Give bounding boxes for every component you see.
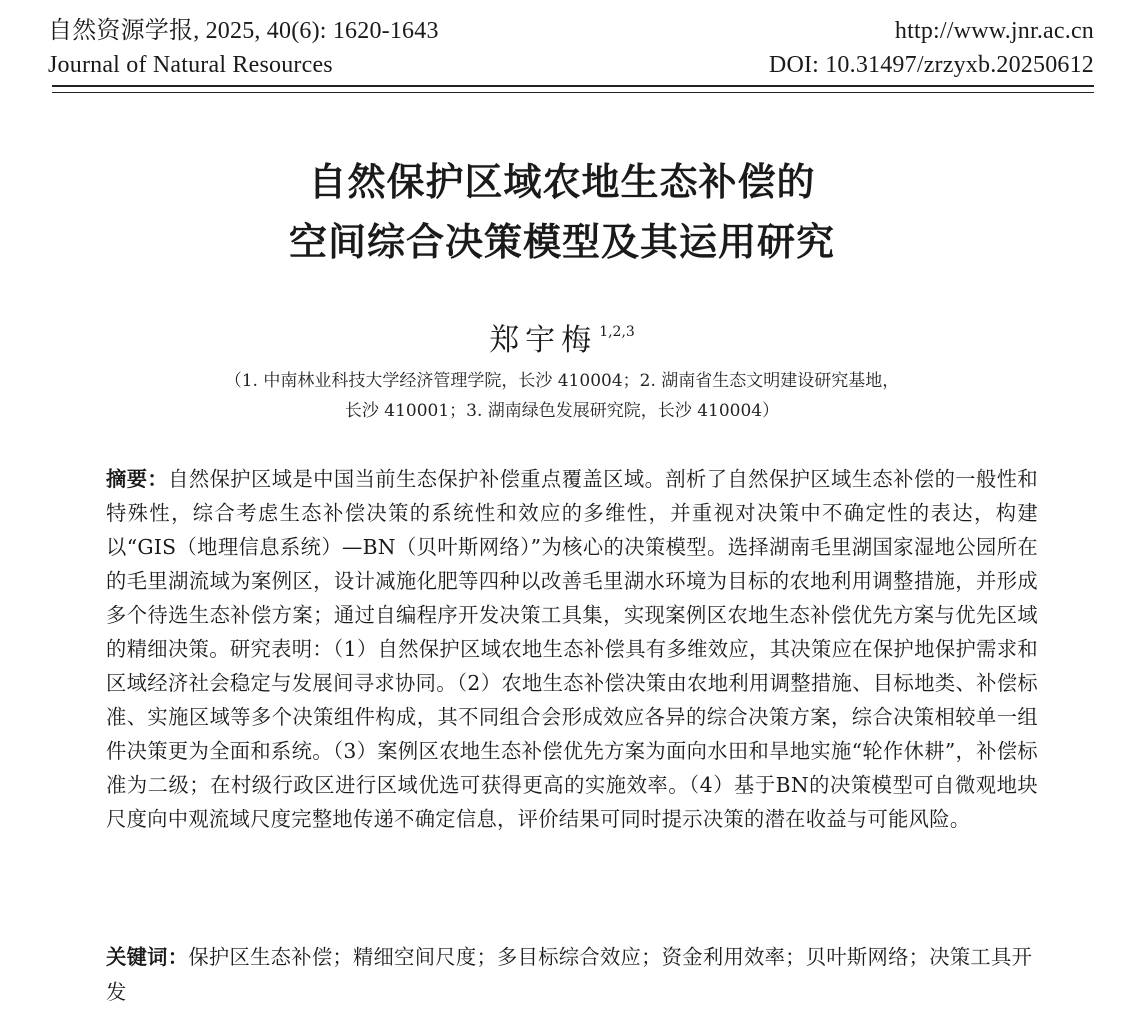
title-line-1: 自然保护区域农地生态补偿的 (308, 160, 816, 204)
keywords-text: 保护区生态补偿；精细空间尺度；多目标综合效应；资金利用效率；贝叶斯网络；决策工具开发 (106, 945, 1033, 1004)
abstract-text: 自然保护区域是中国当前生态保护补偿重点覆盖区域。剖析了自然保护区域生态补偿的一般性和特殊性，综合考虑生态补偿决策的系统性和效应的多维性，并重视对决策中不确定性的表达，构建以“GIS（地理信息系统）—BN（贝叶斯网络）”为核心的决策模型。选择湖南毛里湖国家湿地公园所在的毛里湖流域为案例区，设计减施化肥等四种以改善毛里湖水环境为目标的农地利用调整措施，并形成多个待选生态补偿方案；通过自编程序开发决策工具集，实现案例区农地生态补偿优先方案与优先区域的精细决策。研究表明：（1）自然保护区域农地生态补偿具有多维效应，其决策应在保护地保护需求和区域经济社会稳定与发展间寻求协同。（2）农地生态补偿决策由农地利用调整措施、目标地类、补偿标准、实施区域等多个决策组件构成，其不同组合会形成效应各异的综合决策方案，综合决策相较单一组件决策更为全面和系统。（3）案例区农地生态补偿优先方案为面向水田和旱地实施“轮作休耕”，补偿标准为二级；在村级行政区进行区域优选可获得更高的实施效率。（4）基于BN的决策模型可自微观地块尺度向中观流域尺度完整地传递不确定信息，评价结果可同时提示决策的潜在收益与可能风险。 (106, 467, 1039, 831)
doi[interactable]: DOI: 10.31497/zrzyxb.20250612 (768, 52, 1094, 78)
author-affiliation-marks: 1,2,3 (599, 324, 635, 340)
keywords (106, 940, 1038, 1010)
header-rule-thick (52, 85, 1094, 87)
running-header (48, 14, 1094, 82)
keywords-label: 关键词： (106, 945, 189, 969)
journal-citation: 自然资源学报, 2025, 40(6): 1620-1643 (48, 18, 439, 44)
author-line (0, 310, 1124, 363)
author-name: 郑宇梅 (489, 323, 598, 358)
journal-name-english: Journal of Natural Resources (48, 52, 333, 78)
header-row-1 (48, 14, 1094, 48)
header-rule-thin (52, 92, 1094, 93)
abstract-label: 摘要： (106, 467, 169, 491)
abstract (106, 462, 1038, 836)
affiliation-line-1: （1. 中南林业科技大学经济管理学院，长沙 410004；2. 湖南省生态文明建设研究基地， (224, 371, 900, 391)
journal-url[interactable]: http://www.jnr.ac.cn (894, 18, 1094, 44)
paper-title (0, 152, 1124, 272)
header-row-2 (48, 48, 1094, 82)
affiliation-line-2: 长沙 410001；3. 湖南绿色发展研究院，长沙 410004） (344, 401, 780, 421)
title-line-2: 空间综合决策模型及其运用研究 (288, 220, 835, 264)
affiliations (0, 366, 1124, 426)
